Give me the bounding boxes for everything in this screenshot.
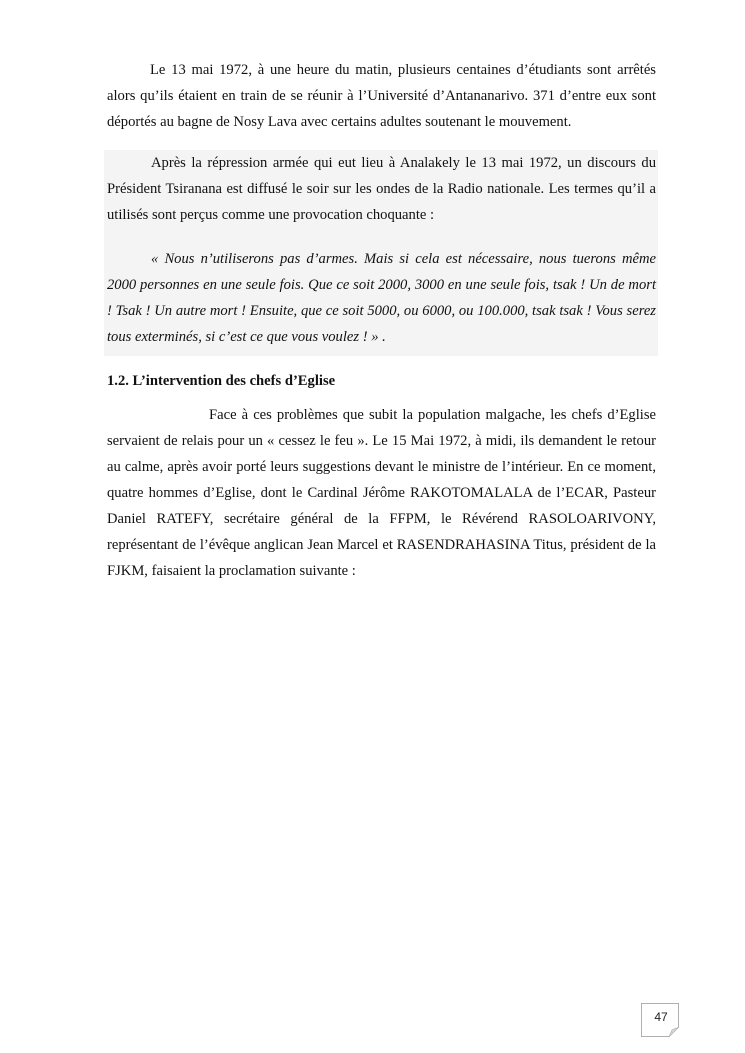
quote-tsiranana-speech: « Nous n’utiliserons pas d’armes. Mais si cela est nécessaire, nous tuerons même 2000 personnes en une seule fois. Que ce soit 2000, 3000 en une seule fois, tsak ! Un de mort ! Tsak ! Un autre mort ! Ensuite, que ce soit 5000, ou 6000, ou 100.000, tsak tsak ! Vous serez tous exterminés, si c’est ce que vous voulez ! » . <box>107 251 656 345</box>
page-number-box <box>641 1003 679 1037</box>
paragraph-church-leaders: Face à ces problèmes que subit la population malgache, les chefs d’Eglise servaient de relais pour un « cessez le feu ». Le 15 Mai 1972, à midi, ils demandent le retour au calme, après avoir porté leurs suggestions devant le ministre de l’intérieur. En ce moment, quatre hommes d’Eglise, dont le Cardinal Jérôme RAKOTOMALALA de l’ECAR, Pasteur Daniel RATEFY, secrétaire général de la FFPM, le Révérend RASOLOARIVONY, représentant de l’évêque anglican Jean Marcel et RASENDRAHASINA Titus, président de la FJKM, faisaient la proclamation suivante : <box>107 407 656 579</box>
paragraph-arrests: Le 13 mai 1972, à une heure du matin, plusieurs centaines d’étudiants sont arrêtés alors qu’ils étaient en train de se réunir à l’Université d’Antananarivo. 371 d’entre eux sont déportés au bagne de Nosy Lava avec certains adultes soutenant le mouvement. <box>107 62 656 130</box>
paragraph-repression: Après la répression armée qui eut lieu à Analakely le 13 mai 1972, un discours du Président Tsiranana est diffusé le soir sur les ondes de la Radio nationale. Les termes qu’il a utilisés sont perçus comme une provocation choquante : <box>107 155 656 223</box>
page-curl-icon <box>669 1027 679 1037</box>
section-heading: 1.2. L’intervention des chefs d’Eglise <box>107 373 336 389</box>
page-number: 47 <box>654 1010 668 1024</box>
